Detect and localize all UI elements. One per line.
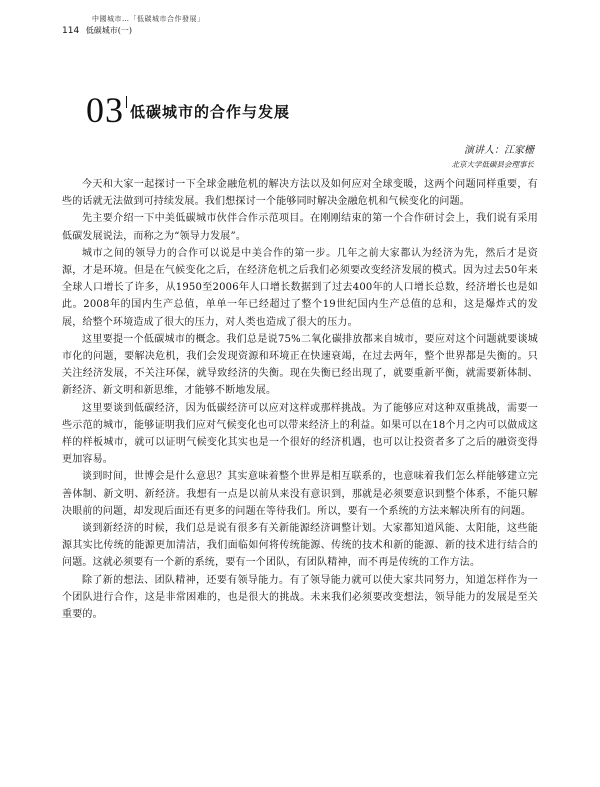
paragraph: 城市之间的领导力的合作可以说是中美合作的第一步。几年之前大家都认为经济为先，然后才是资源，才是环境。但是在气候变化之后，在经济危机之后我们必须要改变经济发展的模式。因为过去50年来全球人口增长了许多，从1950至2006年人口增长数据到了过去400年的人口增长总数，经济增长也是如此。2008年的国内生产总值，单单一年已经超过了整个19世纪国内生产总值的总和，这是爆炸式的发展，给整个环境造成了很大的压力，对人类也造成了很大的压力。 <box>62 247 538 328</box>
paragraph: 先主要介绍一下中美低碳城市伙伴合作示范项目。在刚刚结束的第一个合作研讨会上，我们说有采用低碳发展说法，而称之为“领导力发展”。 <box>62 213 538 242</box>
paragraph: 今天和大家一起探讨一下全球金融危机的解决方法以及如何应对全球变暖，这两个问题同样重要，有些的话就无法做到可持续发展。我们想探讨一个能够同时解决金融危机和气候变化的问题。 <box>62 179 538 208</box>
speaker-line: 演讲人：江家栅 <box>464 145 534 156</box>
paragraph: 谈到时间，世博会是什么意思？其实意味着整个世界是相互联系的，也意味着我们怎么样能够建立完善体制、新文明、新经济。我想有一点是以前从来没有意识到，那就是必须要意识到整个体系，不能只解决眼前的问题，却发现后面还有更多的问题在等待我们。所以，要有一个系统的方法来解决所有的问题。 <box>62 471 538 517</box>
chapter-title: 低碳城市的合作与发展 <box>130 103 291 121</box>
header-line <box>62 25 262 36</box>
section-title: 低碳城市(一) <box>85 26 132 35</box>
chapter-divider <box>126 96 127 108</box>
paragraph: 除了新的想法、团队精神，还要有领导能力。有了领导能力就可以使大家共同努力，知道怎样作为一个团队进行合作，这是非常困难的，也是很大的挑战。未来我们必须要改变想法，领导能力的发展是至关重要的。 <box>62 574 538 621</box>
paragraph: 这里要谈到低碳经济，因为低碳经济可以应对这样或那样挑战。为了能够应对这种双重挑战，需要一些示范的城市，能够证明我们应对气候变化也可以带来经济上的利益。如果可以在18个月之内可以做成这样的样板城市，就可以证明气候变化其实也是一个很好的经济机遇，也可以让投资者多了之后的融资变得更加容易。 <box>62 402 538 466</box>
article-body <box>62 176 538 623</box>
running-header <box>62 14 262 36</box>
paragraph: 谈到新经济的时候，我们总是说有很多有关新能源经济调整计划。大家都知道风能、太阳能，这些能源其实比传统的能源更加清洁，我们面临如何将传统能源、传统的技术和新的能源、新的技术进行结合的问题。这就必须要有一个新的系统，要有一个团队，有团队精神，而不再是传统的工作方法。 <box>62 523 538 569</box>
chapter-number: 03 <box>86 90 124 130</box>
chapter-heading <box>86 92 290 128</box>
series-title: 中國城市…「低碳城市合作發展」 <box>92 15 205 23</box>
page-number: 114 <box>62 26 80 36</box>
speaker-affiliation: 北京大学低碳县会理事长 <box>451 160 534 169</box>
paragraph: 这里要提一个低碳城市的概念。我们总是说75%二氧化碳排放都来自城市，要应对这个问题就要谈城市化的问题，要解决危机，我们会发现资源和环境正在快速衰竭，在过去两年，整个世界都是失衡的。只关注经济发展，不关注环保，就导致经济的失衡。现在失衡已经出现了，就要重新平衡，就需要新体制、新经济、新文明和新思维，才能够不断地发展。 <box>62 333 538 397</box>
